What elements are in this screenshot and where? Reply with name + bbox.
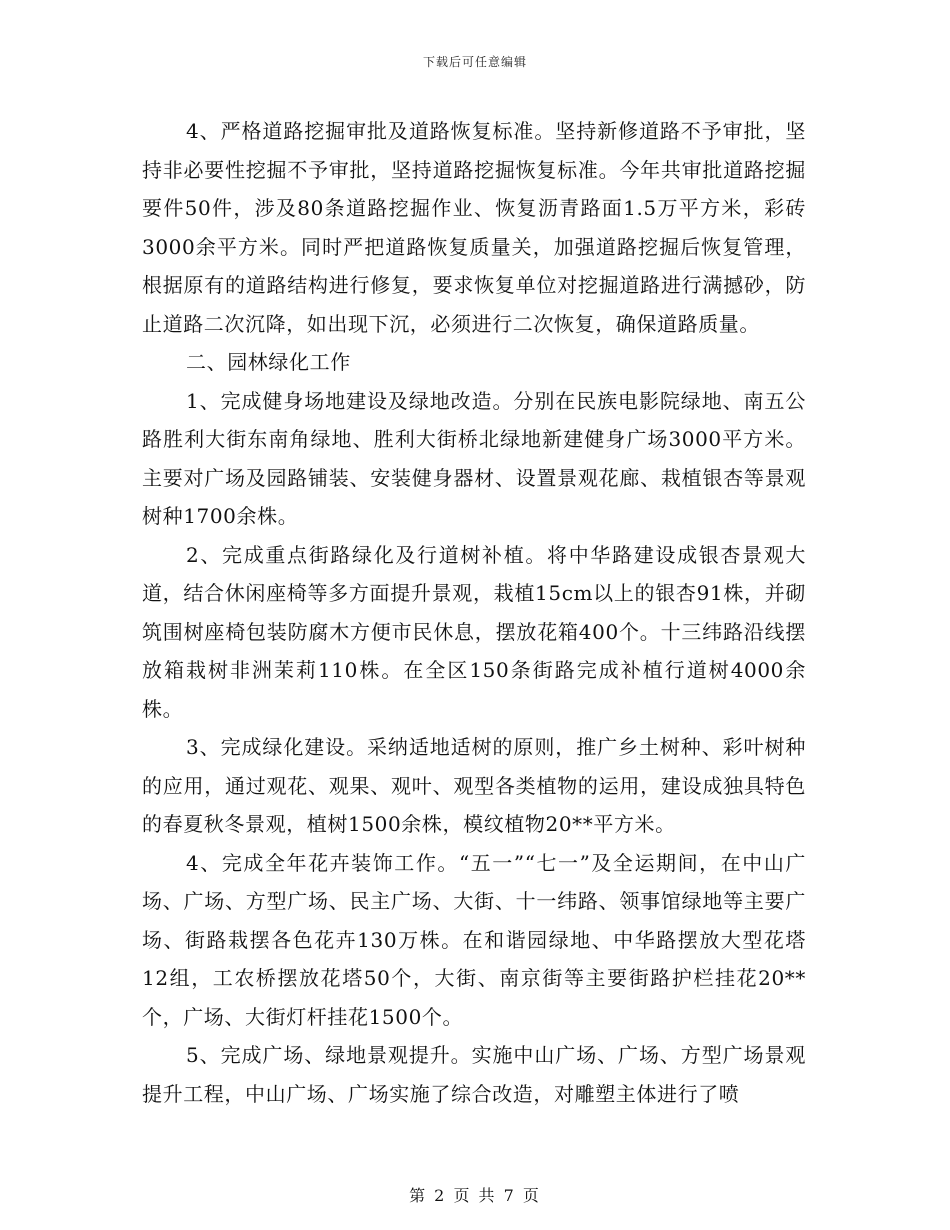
- paragraph-street-greening: 2、完成重点街路绿化及行道树补植。将中华路建设成银杏景观大道，结合休闲座椅等多方面提升景观，栽植15cm以上的银杏91株，并砌筑围树座椅包装防腐木方便市民休息，摆放花箱400个。十三纬路沿线摆放箱栽树非洲茉莉110株。在全区150条街路完成补植行道树4000余株。: [142, 542, 806, 721]
- page-number: 第 2 页 共 7 页: [409, 1186, 541, 1205]
- section-heading-landscaping: 二、园林绿化工作: [186, 350, 351, 374]
- paragraph-fitness-venues: 1、完成健身场地建设及绿地改造。分别在民族电影院绿地、南五公路胜利大街东南角绿地、胜利大街桥北绿地新建健身广场3000平方米。主要对广场及园路铺装、安装健身器材、设置景观花廊、栽植银杏等景观树种1700余株。: [142, 388, 806, 528]
- paragraph-flower-decoration: 4、完成全年花卉装饰工作。“五一”“七一”及全运期间，在中山广场、广场、方型广场、民主广场、大街、十一纬路、领事馆绿地等主要广场、街路栽摆各色花卉130万株。在和谐园绿地、中华路摆放大型花塔12组，工农桥摆放花塔50个，大街、南京街等主要街路护栏挂花20**个，广场、大街灯杆挂花1500个。: [142, 850, 806, 1029]
- document-body: [142, 112, 806, 1113]
- paragraph-square-upgrade: 5、完成广场、绿地景观提升。实施中山广场、广场、方型广场景观提升工程，中山广场、广场实施了综合改造，对雕塑主体进行了喷: [142, 1043, 806, 1106]
- paragraph-road-excavation: 4、严格道路挖掘审批及道路恢复标准。坚持新修道路不予审批，坚持非必要性挖掘不予审批，坚持道路挖掘恢复标准。今年共审批道路挖掘要件50件，涉及80条道路挖掘作业、恢复沥青路面1.5万平方米，彩砖3000余平方米。同时严把道路恢复质量关，加强道路挖掘后恢复管理，根据原有的道路结构进行修复，要求恢复单位对挖掘道路进行满撼砂，防止道路二次沉降，如出现下沉，必须进行二次恢复，确保道路质量。: [142, 119, 806, 336]
- page-header: 下载后可任意编辑: [422, 55, 527, 69]
- paragraph-greening-construction: 3、完成绿化建设。采纳适地适树的原则，推广乡土树种、彩叶树种的应用，通过观花、观果、观叶、观型各类植物的运用，建设成独具特色的春夏秋冬景观，植树1500余株，模纹植物20**平方米。: [142, 735, 806, 836]
